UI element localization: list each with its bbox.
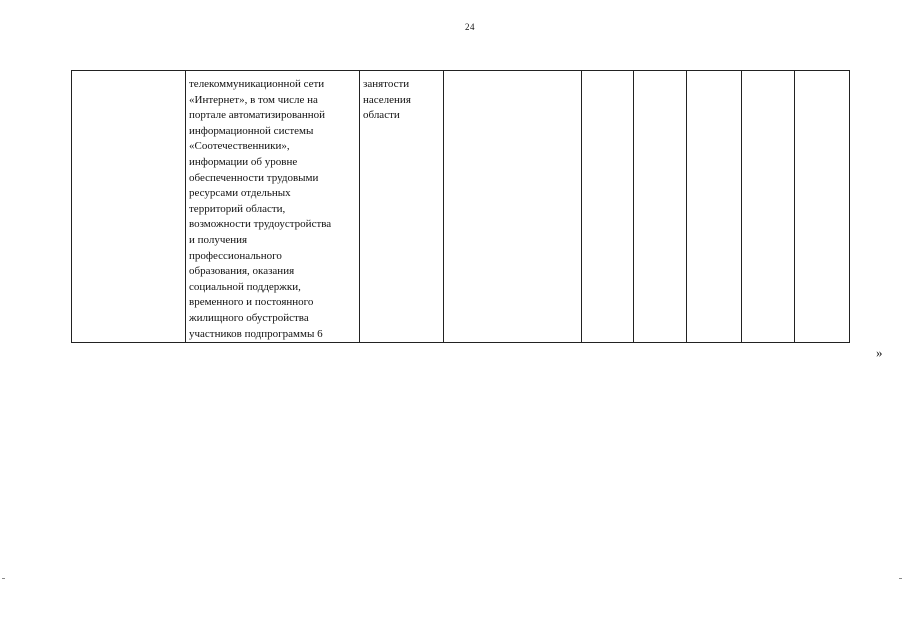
scan-edge-mark [899, 578, 902, 579]
program-table [71, 70, 850, 343]
table-cell [72, 71, 186, 343]
scan-edge-mark [2, 578, 5, 579]
closing-quote-mark: » [876, 345, 883, 360]
table-cell-executor: занятости населения области [360, 71, 444, 343]
table-cell [634, 71, 687, 343]
table-cell [795, 71, 850, 343]
table-cell [444, 71, 582, 343]
table-row [72, 71, 850, 343]
table-cell [582, 71, 634, 343]
table-cell [687, 71, 742, 343]
table-cell [742, 71, 795, 343]
table-cell-measure-description: телекоммуникационной сети «Интернет», в том числе на портале автоматизированной информационной системы «Соотечественники», информации об уровне обеспеченности трудовыми ресурсами отдельных территорий области, возможности трудоустройства и получения профессионального образования, оказания социальной поддержки, временного и постоянного жилищного обустройства участников подпрограммы 6 [186, 71, 360, 343]
page-number: 24 [465, 22, 475, 32]
